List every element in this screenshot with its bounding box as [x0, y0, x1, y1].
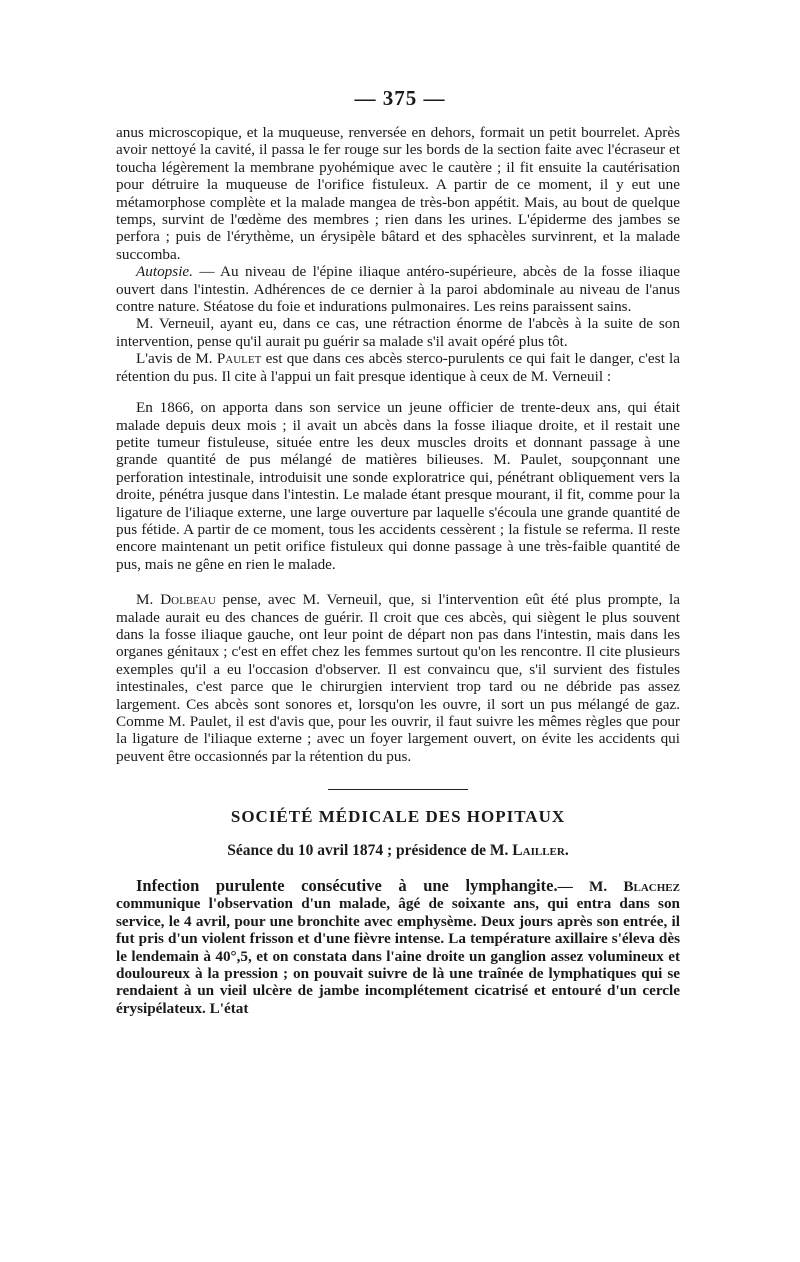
- paragraph-autopsie: [116, 263, 680, 315]
- paragraph-dolbeau: M. Dolbeau pense, avec M. Verneuil, que, si l'intervention eût été plus prompte, la malade aurait eu des chances de guérir. Il croit que ces abcès, qui siègent le plus souvent dans la fosse iliaque gauche, ont leur point de départ non pas dans l'intestin, mais dans les organes génitaux ; c'est en effet chez les femmes surtout qu'on les rencontre. Il cite plusieurs exemples qu'il a eu l'occasion d'observer. Il est convaincu que, s'il survient des fistules intestinales, c'est parce que le chirurgien intervient trop tard ou ne débride pas assez largement. Ces abcès sont sonores et, lorsqu'on les ouvre, il sort un pus mélangé de gaz. Comme M. Paulet, il est d'avis que, pour les ouvrir, il faut suivre les mêmes règles que pour la ligature de l'iliaque externe ; avec un foyer largement ouvert, on évite les accidents qui peuvent être occasionnés par la rétention du pus.: [116, 591, 680, 765]
- page-number: — 375 —: [354, 86, 446, 110]
- speaker-name: Dolbeau: [160, 591, 216, 609]
- page-body: [116, 124, 680, 1017]
- article-text: communique l'observation d'un malade, âgé de soixante ans, qui entra dans son service, le 4 avril, pour une bronchite avec emphysème. Deux jours après son entrée, il fut pris d'un violent frisson et d'une fièvre intense. La température axillaire s'éleva dès le lendemain à 40°,5, et on constata dans l'aine droite un ganglion assez volumineux et douloureux à la pression ; on pouvait suivre de là une traînée de lymphatiques qui se rendaient à un vieil ulcère de jambe incomplétement cicatrisé et entouré d'un cercle érysipélateux. L'état: [116, 895, 680, 1017]
- article-title: Infection purulente consécutive à une lymphangite.: [136, 876, 558, 896]
- paragraph-verneuil: M. Verneuil, ayant eu, dans ce cas, une rétraction énorme de l'abcès à la suite de son intervention, pense qu'il aurait pu guérir sa malade s'il avait opéré plus tôt.: [116, 315, 680, 350]
- article-author: Blachez: [623, 878, 680, 896]
- autopsie-label: Autopsie.: [136, 263, 193, 281]
- paragraph-continued: anus microscopique, et la muqueuse, renversée en dehors, formait un petit bourrelet. Après avoir nettoyé la cavité, il passa le fer rouge sur les bords de la section faite avec l'écraseur et toucha légèrement la membrane pyohémique avec le cautère ; il fit ensuite la cautérisation pour détruire la muqueuse de l'orifice fistuleux. A partir de ce moment, il y eut une métamorphose complète et la malade mangea de très-bon appétit. Mais, au bout de quelque temps, survint de l'œdème des membres ; rien dans les urines. L'épiderme des jambes se perfora ; puis de l'érythème, un érysipèle bâtard et des sphacèles survinrent, et la malade succomba.: [116, 124, 680, 263]
- paragraph-paulet: L'avis de M. Paulet est que dans ces abcès sterco-purulents ce qui fait le danger, c'est la rétention du pus. Il cite à l'appui un fait presque identique à ceux de M. Verneuil :: [116, 350, 680, 385]
- session-line: Séance du 10 avril 1874 ; présidence de M. Lailler.: [227, 841, 569, 859]
- article-paragraph: Infection purulente consécutive à une lymphangite.— M. Blachez communique l'observation d'un malade, âgé de soixante ans, qui entra dans son service, le 4 avril, pour une bronchite avec emphysème. Deux jours après son entrée, il fut pris d'un violent frisson et d'une fièvre intense. La température axillaire s'éleva dès le lendemain à 40°,5, et on constata dans l'aine droite un ganglion assez volumineux et douloureux à la pression ; on pouvait suivre de là une traînée de lymphatiques qui se rendaient à un vieil ulcère de jambe incomplétement cicatrisé et entouré d'un cercle érysipélateux. L'état: [116, 876, 680, 1017]
- section-title: SOCIÉTÉ MÉDICALE DES HOPITAUX: [230, 807, 566, 827]
- president-name: Lailler: [512, 841, 565, 859]
- paragraph-case-1866: En 1866, on apporta dans son service un jeune officier de trente-deux ans, qui était malade depuis deux mois ; il avait un abcès dans la fosse iliaque droite, et il restait une petite tumeur fistuleuse, située entre les deux muscles droits et donnant passage à une grande quantité de pus mélangé de matières bilieuses. M. Paulet, soupçonnant une perforation intestinale, introduisit une sonde exploratrice qui, pénétrant obliquement vers la droite, pénétra jusque dans l'intestin. Le malade étant presque mourant, il fit, comme pour la ligature de l'iliaque externe, une large ouverture par laquelle s'écoula une grande quantité de pus fétide. A partir de ce moment, tous les accidents cessèrent ; la fistule se referma. Il reste encore maintenant un petit orifice fistuleux qui donne passage à une très-faible quantité de pus, mais ne gêne en rien le malade.: [116, 399, 680, 573]
- speaker-name: Paulet: [216, 350, 262, 368]
- autopsie-text: — Au niveau de l'épine iliaque antéro-supérieure, abcès de la fosse iliaque ouvert dans l'intestin. Adhérences de ce dernier à la paroi abdominale au niveau de l'anus contre nature. Stéatose du foie et indurations pulmonaires. Les reins paraissent sains.: [116, 263, 680, 316]
- section-divider: [328, 789, 468, 790]
